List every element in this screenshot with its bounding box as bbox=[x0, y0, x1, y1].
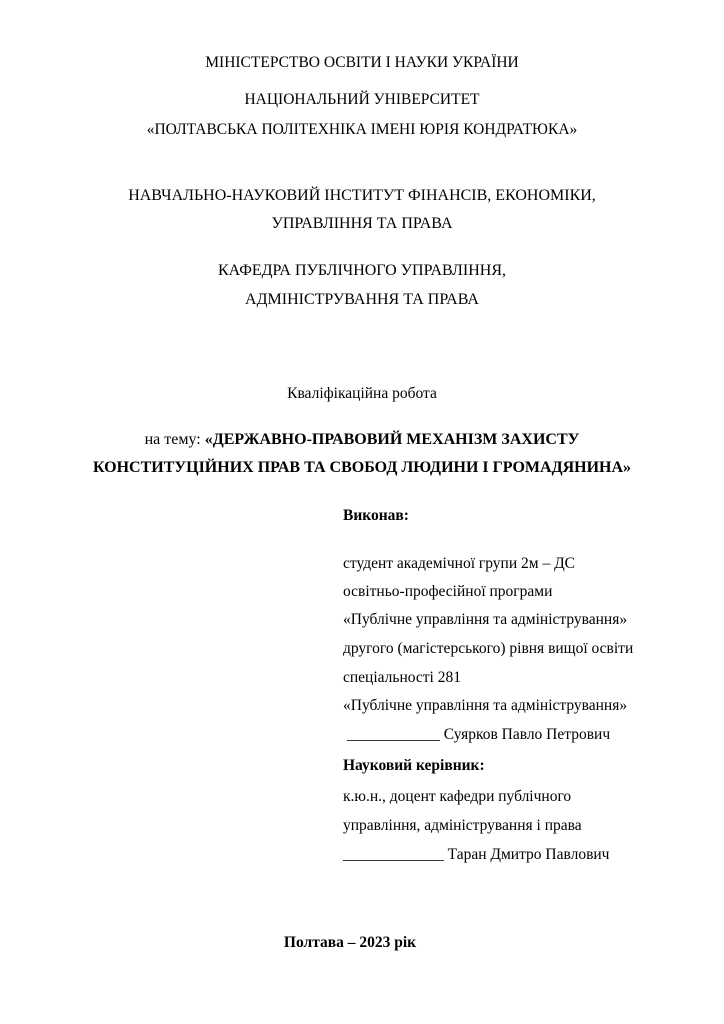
institute-name-line1: НАВЧАЛЬНО-НАУКОВИЙ ІНСТИТУТ ФІНАНСІВ, ЕКОНОМІКИ, bbox=[128, 187, 596, 204]
author-signature: ____________ Суярков Павло Петрович bbox=[343, 726, 611, 743]
author-program-name: «Публічне управління та адміністрування» bbox=[343, 611, 628, 628]
work-topic-line2: КОНСТИТУЦІЙНИХ ПРАВ ТА СВОБОД ЛЮДИНИ І ГРОМАДЯНИНА» bbox=[92, 459, 632, 476]
author-group: студент академічної групи 2м – ДС bbox=[343, 555, 575, 572]
supervisor-title: к.ю.н., доцент кафедри публічного bbox=[343, 788, 572, 805]
supervisor-department: управління, адміністрування і права bbox=[343, 817, 582, 834]
department-name-line2: АДМІНІСТРУВАННЯ ТА ПРАВА bbox=[245, 291, 479, 308]
ministry-name: МІНІСТЕРСТВО ОСВІТИ І НАУКИ УКРАЇНИ bbox=[205, 54, 519, 71]
department-name-line1: КАФЕДРА ПУБЛІЧНОГО УПРАВЛІННЯ, bbox=[217, 262, 507, 279]
university-name-line1: НАЦІОНАЛЬНИЙ УНІВЕРСИТЕТ bbox=[244, 91, 480, 108]
work-topic-prefix: на тему: bbox=[144, 431, 205, 448]
work-topic-title-line1: «ДЕРЖАВНО-ПРАВОВИЙ МЕХАНІЗМ ЗАХИСТУ bbox=[204, 431, 580, 448]
supervisor-heading: Науковий керівник: bbox=[343, 757, 485, 774]
author-specialty-name: «Публічне управління та адміністрування» bbox=[343, 697, 628, 714]
work-type: Кваліфікаційна робота bbox=[287, 385, 437, 402]
supervisor-signature: _____________ Таран Дмитро Павлович bbox=[343, 846, 610, 863]
author-program-type: освітньо-професійної програми bbox=[343, 583, 553, 600]
work-topic-line1 bbox=[0, 432, 724, 448]
city-year: Полтава – 2023 рік bbox=[283, 934, 417, 951]
author-degree-level: другого (магістерського) рівня вищої освіти bbox=[343, 640, 634, 657]
university-name-line2: «ПОЛТАВСЬКА ПОЛІТЕХНІКА ІМЕНІ ЮРІЯ КОНДРАТЮКА» bbox=[146, 121, 578, 138]
author-specialty: спеціальності 281 bbox=[343, 669, 461, 686]
institute-name-line2: УПРАВЛІННЯ ТА ПРАВА bbox=[271, 215, 453, 232]
author-heading: Виконав: bbox=[343, 507, 409, 524]
